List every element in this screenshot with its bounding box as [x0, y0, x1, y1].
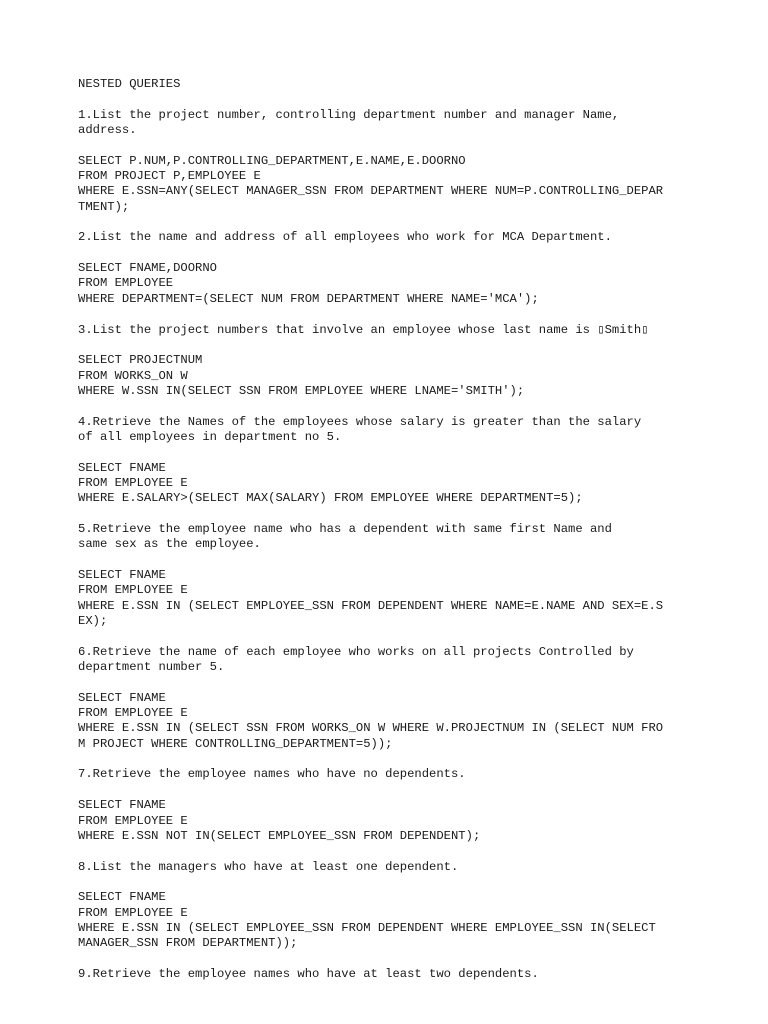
- sql-query-line: SELECT FNAME: [78, 568, 166, 582]
- blank-line: [78, 844, 758, 859]
- question-text: same sex as the employee.: [78, 537, 261, 552]
- blank-line: [78, 752, 758, 767]
- question-text: 6.Retrieve the name of each employee who works on all projects Controlled by: [78, 644, 634, 659]
- question-block: [78, 323, 758, 415]
- blank-line: [78, 246, 758, 261]
- sql-query-line: TMENT);: [78, 199, 130, 214]
- blank-line: [78, 215, 758, 230]
- question-text: 3.List the project numbers that involve an employee whose last name is ▯Smith▯: [78, 322, 649, 337]
- sql-query-line: WHERE E.SSN NOT IN(SELECT EMPLOYEE_SSN FROM DEPENDENT);: [78, 828, 481, 843]
- blank-line: [78, 138, 758, 153]
- question-block: [78, 415, 758, 522]
- blank-line: [78, 629, 758, 644]
- sql-query-line: SELECT PROJECTNUM: [78, 353, 203, 368]
- sql-query-line: SELECT FNAME: [78, 460, 166, 475]
- question-text: 4.Retrieve the Names of the employees whose salary is greater than the salary: [78, 414, 642, 429]
- blank-line: [78, 445, 758, 460]
- question-text: 1.List the project number, controlling department number and manager Name,: [78, 107, 620, 122]
- question-text: 8.List the managers who have at least one dependent.: [78, 859, 459, 874]
- blank-line: [78, 952, 758, 967]
- question-block: [78, 967, 758, 982]
- blank-line: [78, 338, 758, 353]
- sql-query-line: SELECT FNAME: [78, 690, 166, 705]
- sql-query-line: SELECT FNAME: [78, 890, 166, 905]
- blank-line: [78, 783, 758, 798]
- sql-query-line: EX);: [78, 614, 108, 629]
- question-block: [78, 860, 758, 967]
- question-text: of all employees in department no 5.: [78, 429, 342, 444]
- question-list: [78, 108, 758, 983]
- blank-line: [78, 875, 758, 890]
- question-text: 2.List the name and address of all employees who work for MCA Department.: [78, 230, 612, 245]
- sql-query-line: FROM EMPLOYEE E: [78, 475, 188, 490]
- blank-line: [78, 553, 758, 568]
- sql-query-line: FROM EMPLOYEE E: [78, 905, 188, 920]
- sql-query-line: FROM EMPLOYEE: [78, 276, 174, 291]
- sql-query-line: WHERE E.SSN=ANY(SELECT MANAGER_SSN FROM DEPARTMENT WHERE NUM=P.CONTROLLING_DEPAR: [78, 184, 664, 199]
- blank-line: [78, 92, 758, 107]
- question-block: [78, 108, 758, 231]
- sql-query-line: FROM EMPLOYEE E: [78, 583, 188, 598]
- question-text: 5.Retrieve the employee name who has a dependent with same first Name and: [78, 521, 612, 536]
- sql-query-line: SELECT FNAME: [78, 798, 166, 813]
- blank-line: [78, 675, 758, 690]
- sql-query-line: SELECT FNAME,DOORNO: [78, 261, 217, 276]
- sql-query-line: WHERE E.SSN IN (SELECT SSN FROM WORKS_ON W WHERE W.PROJECTNUM IN (SELECT NUM FRO: [78, 721, 664, 736]
- question-block: [78, 645, 758, 768]
- blank-line: [78, 507, 758, 522]
- sql-query-line: SELECT P.NUM,P.CONTROLLING_DEPARTMENT,E.NAME,E.DOORNO: [78, 153, 466, 168]
- question-text: department number 5.: [78, 660, 225, 675]
- question-block: [78, 522, 758, 645]
- sql-query-line: WHERE E.SSN IN (SELECT EMPLOYEE_SSN FROM DEPENDENT WHERE NAME=E.NAME AND SEX=E.S: [78, 598, 664, 613]
- sql-query-line: WHERE W.SSN IN(SELECT SSN FROM EMPLOYEE WHERE LNAME='SMITH');: [78, 383, 525, 398]
- sql-query-line: WHERE DEPARTMENT=(SELECT NUM FROM DEPARTMENT WHERE NAME='MCA');: [78, 291, 539, 306]
- question-block: [78, 230, 758, 322]
- sql-query-line: FROM EMPLOYEE E: [78, 813, 188, 828]
- question-text: 9.Retrieve the employee names who have at least two dependents.: [78, 966, 539, 981]
- blank-line: [78, 399, 758, 414]
- sql-query-line: FROM PROJECT P,EMPLOYEE E: [78, 169, 261, 184]
- sql-query-line: WHERE E.SALARY>(SELECT MAX(SALARY) FROM EMPLOYEE WHERE DEPARTMENT=5);: [78, 491, 583, 506]
- question-block: [78, 767, 758, 859]
- question-text: 7.Retrieve the employee names who have no dependents.: [78, 767, 466, 782]
- question-text: address.: [78, 123, 137, 138]
- sql-query-line: M PROJECT WHERE CONTROLLING_DEPARTMENT=5));: [78, 736, 393, 751]
- sql-query-line: WHERE E.SSN IN (SELECT EMPLOYEE_SSN FROM DEPENDENT WHERE EMPLOYEE_SSN IN(SELECT: [78, 920, 656, 935]
- blank-line: [78, 307, 758, 322]
- document-title: NESTED QUERIES: [78, 77, 181, 91]
- sql-query-line: MANAGER_SSN FROM DEPARTMENT));: [78, 936, 298, 951]
- document-page: [78, 77, 758, 982]
- sql-query-line: FROM EMPLOYEE E: [78, 706, 188, 721]
- sql-query-line: FROM WORKS_ON W: [78, 368, 188, 383]
